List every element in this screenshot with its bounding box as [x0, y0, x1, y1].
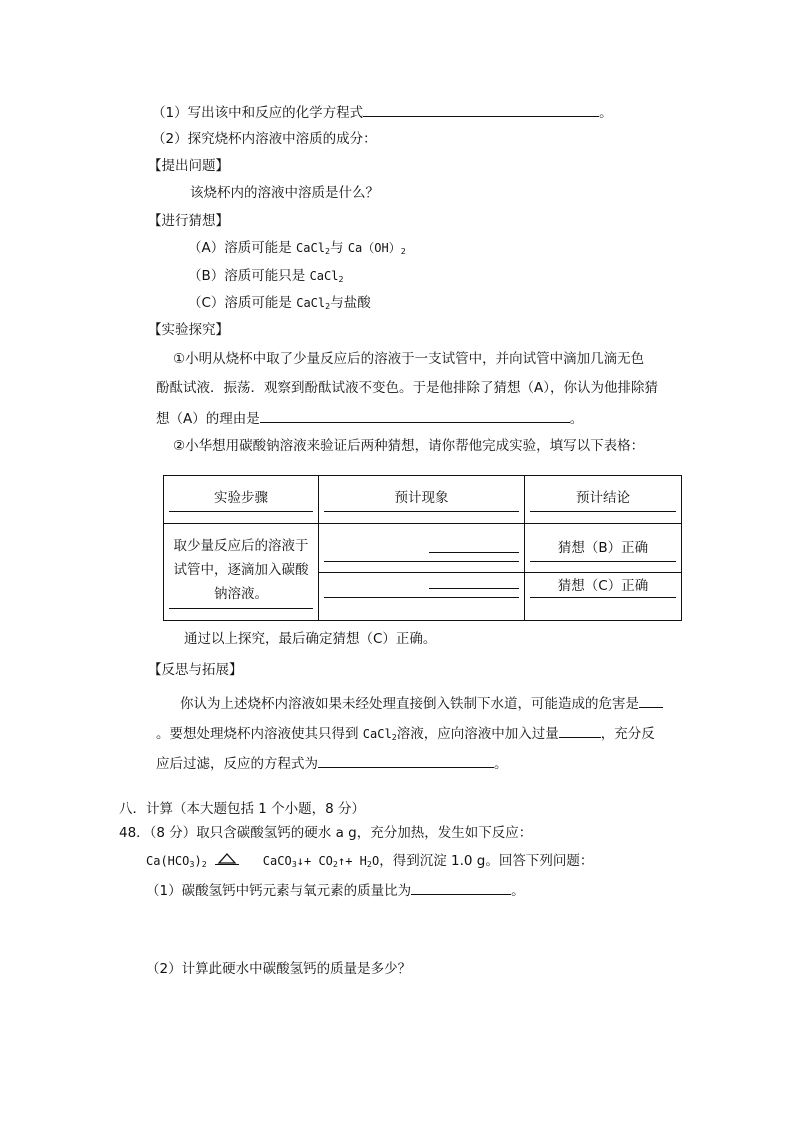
question-48: 48．（8 分）取只含碳酸氢钙的硬水 a g，充分加热，发生如下反应：	[119, 825, 533, 841]
table-header-phenomenon: 预计现象	[319, 476, 525, 524]
answer-blank-harm[interactable]	[639, 693, 663, 708]
reflect-line3: 应后过滤，反应的方程式为 。	[156, 753, 508, 773]
section-question-body: 该烧杯内的溶液中溶质是什么？	[190, 185, 379, 201]
section-experiment-header: 【实验探究】	[148, 322, 229, 338]
after-table-text: 通过以上探究，最后确定猜想（C）正确。	[184, 631, 437, 647]
question-48-sub2: （2）计算此硬水中碳酸氢钙的质量是多少？	[146, 961, 412, 977]
answer-blank-equation[interactable]	[363, 102, 599, 117]
experiment-p1-line3: 想（A）的理由是 。	[156, 408, 583, 428]
table-cell-phenomenon	[319, 524, 525, 621]
answer-blank-phenomenon-b[interactable]	[429, 552, 519, 553]
answer-blank-phenomenon-c[interactable]	[429, 588, 519, 589]
guess-a: （A）溶质可能是 CaCl$_2$与 $Ca(OH)_2$	[188, 240, 406, 256]
answer-blank-reflect-equation[interactable]	[318, 753, 494, 768]
question-2: （2）探究烧杯内溶液中溶质的成分：	[152, 131, 377, 147]
table-cell-conclusion	[525, 524, 682, 621]
heat-triangle-icon	[215, 853, 239, 865]
table-header-conclusion: 预计结论	[525, 476, 682, 524]
section-question-header: 【提出问题】	[148, 158, 229, 174]
conclusion-b: 猜想（B）正确	[557, 540, 649, 556]
experiment-table	[163, 475, 682, 621]
experiment-p1-line2: 酚酞试液．振荡．观察到酚酞试液不变色。于是他排除了猜想（A），你认为他排除猜	[156, 380, 658, 396]
question-1	[152, 102, 613, 122]
answer-blank-reagent[interactable]	[559, 723, 601, 738]
step-line-2: 试管中，逐滴加入碳酸	[173, 562, 309, 578]
step-line-3: 钠溶液。	[214, 586, 268, 602]
part8-title: 八．计算（本大题包括 1 个小题，8 分）	[119, 801, 366, 817]
experiment-p1-line1: ①小明从烧杯中取了少量反应后的溶液于一支试管中，并向试管中滴加几滴无色	[173, 351, 645, 367]
question-1-text: （1）写出该中和反应的化学方程式	[152, 105, 364, 121]
answer-blank-reason[interactable]	[260, 408, 570, 423]
question-48-sub1: （1）碳酸氢钙中钙元素与氧元素的质量比为 。	[146, 880, 525, 900]
section-reflect-header: 【反思与拓展】	[148, 662, 243, 678]
section-guess-header: 【进行猜想】	[148, 213, 229, 229]
reaction-equation: $Ca(HCO_3)_2$ CaCO$_3$↓+ $CO_2↑+ H_2O$，得到沉淀 1.0 g。回答下列问题：	[146, 853, 594, 869]
experiment-p2: ②小华想用碳酸钠溶液来验证后两种猜想，请你帮他完成实验，填写以下表格：	[173, 438, 645, 454]
reflect-line1: 你认为上述烧杯内溶液如果未经处理直接倒入铁制下水道，可能造成的危害是	[180, 693, 663, 713]
question-1-end: 。	[599, 105, 613, 121]
reflect-line2: 。要想处理烧杯内溶液使其只得到 CaCl$_2$溶液，应向溶液中加入过量 ，充分反	[156, 723, 655, 743]
guess-c: （C）溶质可能是 CaCl$_2$与盐酸	[188, 295, 371, 311]
table-header-step: 实验步骤	[164, 476, 319, 524]
conclusion-c: 猜想（C）正确	[557, 578, 649, 594]
answer-blank-mass-ratio[interactable]	[411, 880, 511, 895]
guess-b: （B）溶质可能只是 CaCl$_2$	[188, 268, 344, 284]
step-line-1: 取少量反应后的溶液于	[173, 538, 309, 554]
table-cell-step	[164, 524, 319, 621]
